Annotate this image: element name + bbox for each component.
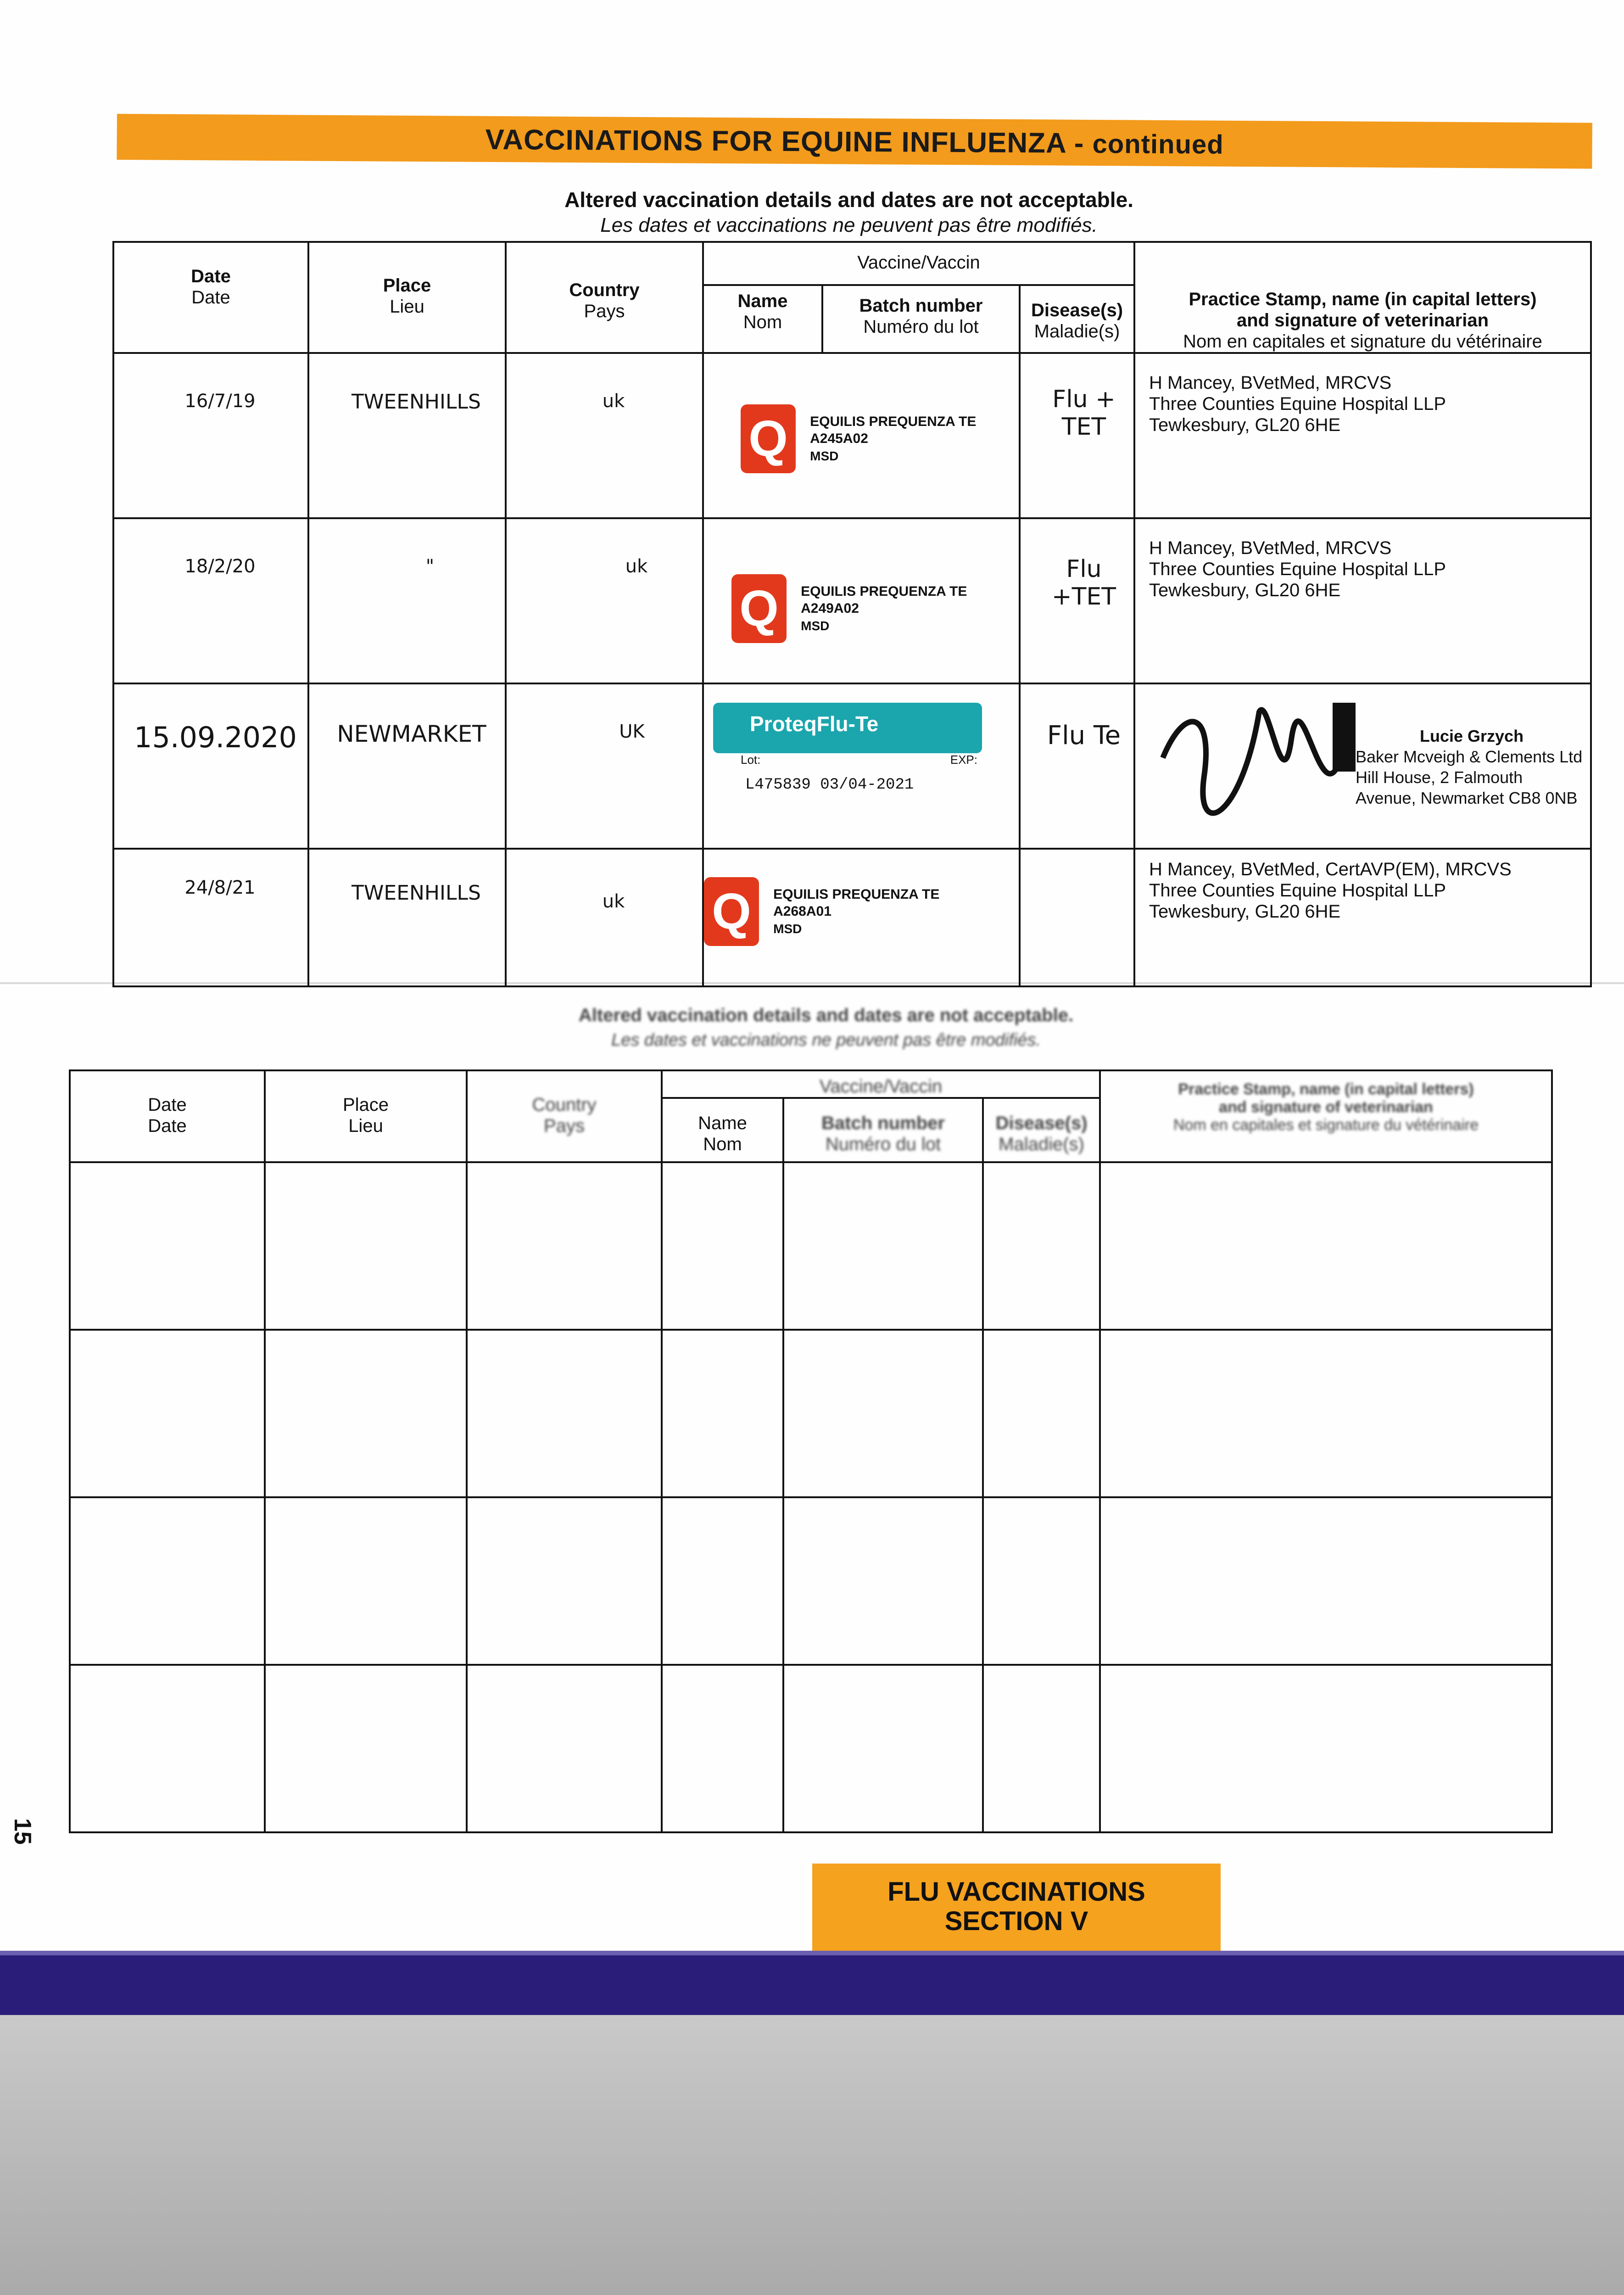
- vet-stamp: [1134, 518, 1591, 683]
- stamp-line: Three Counties Equine Hospital LLP: [1149, 394, 1446, 414]
- table-row: [113, 683, 1591, 849]
- header-disease: Disease(s) Maladie(s): [983, 1098, 1100, 1162]
- stamp-line: H Mancey, BVetMed, MRCVS: [1149, 538, 1392, 558]
- lower-note-french: Les dates et vaccinations ne peuvent pas être modifiés.: [611, 1030, 1041, 1050]
- row-date: 24/8/21: [113, 849, 308, 986]
- page-number: 15: [9, 1818, 36, 1845]
- row-place: ": [308, 518, 506, 683]
- stamp-line: Three Counties Equine Hospital LLP: [1149, 559, 1446, 579]
- note-french: Les dates et vaccinations ne peuvent pas être modifiés.: [600, 214, 1098, 236]
- header-batch: Batch number Numéro du lot: [783, 1098, 983, 1162]
- header-stamp: Practice Stamp, name (in capital letters) and signature of veterinarian Nom en capitales et signature du vétérinaire: [1134, 242, 1591, 353]
- practice-stamp-text: Lucie Grzych Baker Mcveigh & Clements Ltd Hill House, 2 Falmouth Avenue, Newmarket CB8 0NB: [1356, 727, 1583, 807]
- section-banner: [117, 114, 1592, 169]
- banner-title-main: VACCINATIONS FOR EQUINE INFLUENZA -: [485, 123, 1093, 159]
- header-vaccine: Vaccine/Vaccin: [703, 242, 1134, 285]
- vaccine-sticker: [703, 518, 1020, 683]
- row-disease: Flu + TET: [1020, 353, 1134, 518]
- vaccine-label: EQUILIS PREQUENZA TE A245A02 MSD: [810, 414, 977, 463]
- msd-logo: MSD: [810, 448, 839, 463]
- header-place: Place Lieu: [265, 1070, 467, 1162]
- vaccination-table: [112, 241, 1592, 987]
- banner-title-suffix: continued: [1092, 129, 1224, 160]
- table-row: [113, 353, 1591, 518]
- table-row: [70, 1162, 1552, 1330]
- proteq-lot-exp: Lot: EXP:: [741, 753, 977, 767]
- row-disease: Flu +TET: [1020, 518, 1134, 683]
- stamp-line: H Mancey, BVetMed, MRCVS: [1149, 373, 1392, 393]
- table-row: [70, 1330, 1552, 1497]
- header-disease: Disease(s) Maladie(s): [1020, 285, 1134, 353]
- header-vaccine: Vaccine/Vaccin: [662, 1070, 1100, 1098]
- header-place: Place Lieu: [308, 242, 506, 353]
- vaccine-sticker: [703, 683, 1020, 849]
- header-date: Date Date: [113, 242, 308, 353]
- row-disease: Flu Te: [1020, 683, 1134, 849]
- stamp-line: Tewkesbury, GL20 6HE: [1149, 580, 1341, 600]
- row-date: 16/7/19: [113, 353, 308, 518]
- vet-stamp: [1134, 683, 1591, 849]
- vet-stamp: [1134, 353, 1591, 518]
- msd-logo: MSD: [773, 921, 802, 936]
- row-date: 15.09.2020: [113, 683, 308, 849]
- table-row: [113, 518, 1591, 683]
- vaccine-label: EQUILIS PREQUENZA TE A249A02 MSD: [801, 583, 967, 633]
- note-english: Altered vaccination details and dates are not acceptable.: [564, 188, 1133, 212]
- blank-vaccination-table: [69, 1069, 1553, 1833]
- table-row: [113, 849, 1591, 986]
- msd-logo: MSD: [801, 618, 830, 633]
- vet-stamp: [1134, 849, 1591, 986]
- header-row: [70, 1070, 1552, 1098]
- proteq-label: ProteqFlu-Te: [713, 703, 982, 753]
- row-country: UK: [506, 683, 703, 849]
- header-country: Country Pays: [467, 1070, 662, 1162]
- equilis-q-logo: Q: [731, 574, 787, 643]
- scanner-background: [0, 2015, 1624, 2295]
- table-row: [70, 1665, 1552, 1832]
- row-place: TWEENHILLS: [308, 353, 506, 518]
- row-disease: [1020, 849, 1134, 986]
- row-place: TWEENHILLS: [308, 849, 506, 986]
- header-stamp: Practice Stamp, name (in capital letters) and signature of veterinarian Nom en capitales et signature du vétérinaire: [1100, 1070, 1552, 1162]
- banner-title: [117, 121, 1592, 163]
- redaction-bar: [1333, 703, 1356, 772]
- row-country: uk: [506, 353, 703, 518]
- header-name: Name Nom: [703, 285, 822, 353]
- row-country: uk: [506, 518, 703, 683]
- section-tab-line2: SECTION V: [944, 1906, 1088, 1936]
- equilis-q-logo: Q: [704, 877, 759, 946]
- stamp-line: H Mancey, BVetMed, CertAVP(EM), MRCVS: [1149, 859, 1512, 879]
- header-batch: Batch number Numéro du lot: [822, 285, 1020, 353]
- stamp-line: Tewkesbury, GL20 6HE: [1149, 901, 1341, 922]
- vaccine-sticker: [703, 353, 1020, 518]
- stamp-line: Tewkesbury, GL20 6HE: [1149, 415, 1341, 435]
- section-tab: [812, 1864, 1221, 1951]
- lower-note-english: Altered vaccination details and dates are not acceptable.: [578, 1005, 1074, 1025]
- row-date: 18/2/20: [113, 518, 308, 683]
- section-tab-line1: FLU VACCINATIONS: [887, 1877, 1145, 1907]
- vaccine-label: EQUILIS PREQUENZA TE A268A01 MSD: [773, 886, 940, 936]
- vaccine-sticker: [703, 849, 1020, 986]
- stamp-line: Three Counties Equine Hospital LLP: [1149, 880, 1446, 901]
- cover-band: [0, 1955, 1624, 2015]
- row-country: uk: [506, 849, 703, 986]
- proteq-lot: L475839 03/04-2021: [745, 776, 914, 794]
- table-row: [70, 1497, 1552, 1665]
- row-place: NEWMARKET: [308, 683, 506, 849]
- signature-scribble: [1144, 684, 1365, 850]
- header-name: Name Nom: [662, 1098, 783, 1162]
- header-country: Country Pays: [506, 242, 703, 353]
- header-row: [113, 242, 1591, 285]
- equilis-q-logo: Q: [741, 404, 796, 473]
- header-date: Date Date: [70, 1070, 265, 1162]
